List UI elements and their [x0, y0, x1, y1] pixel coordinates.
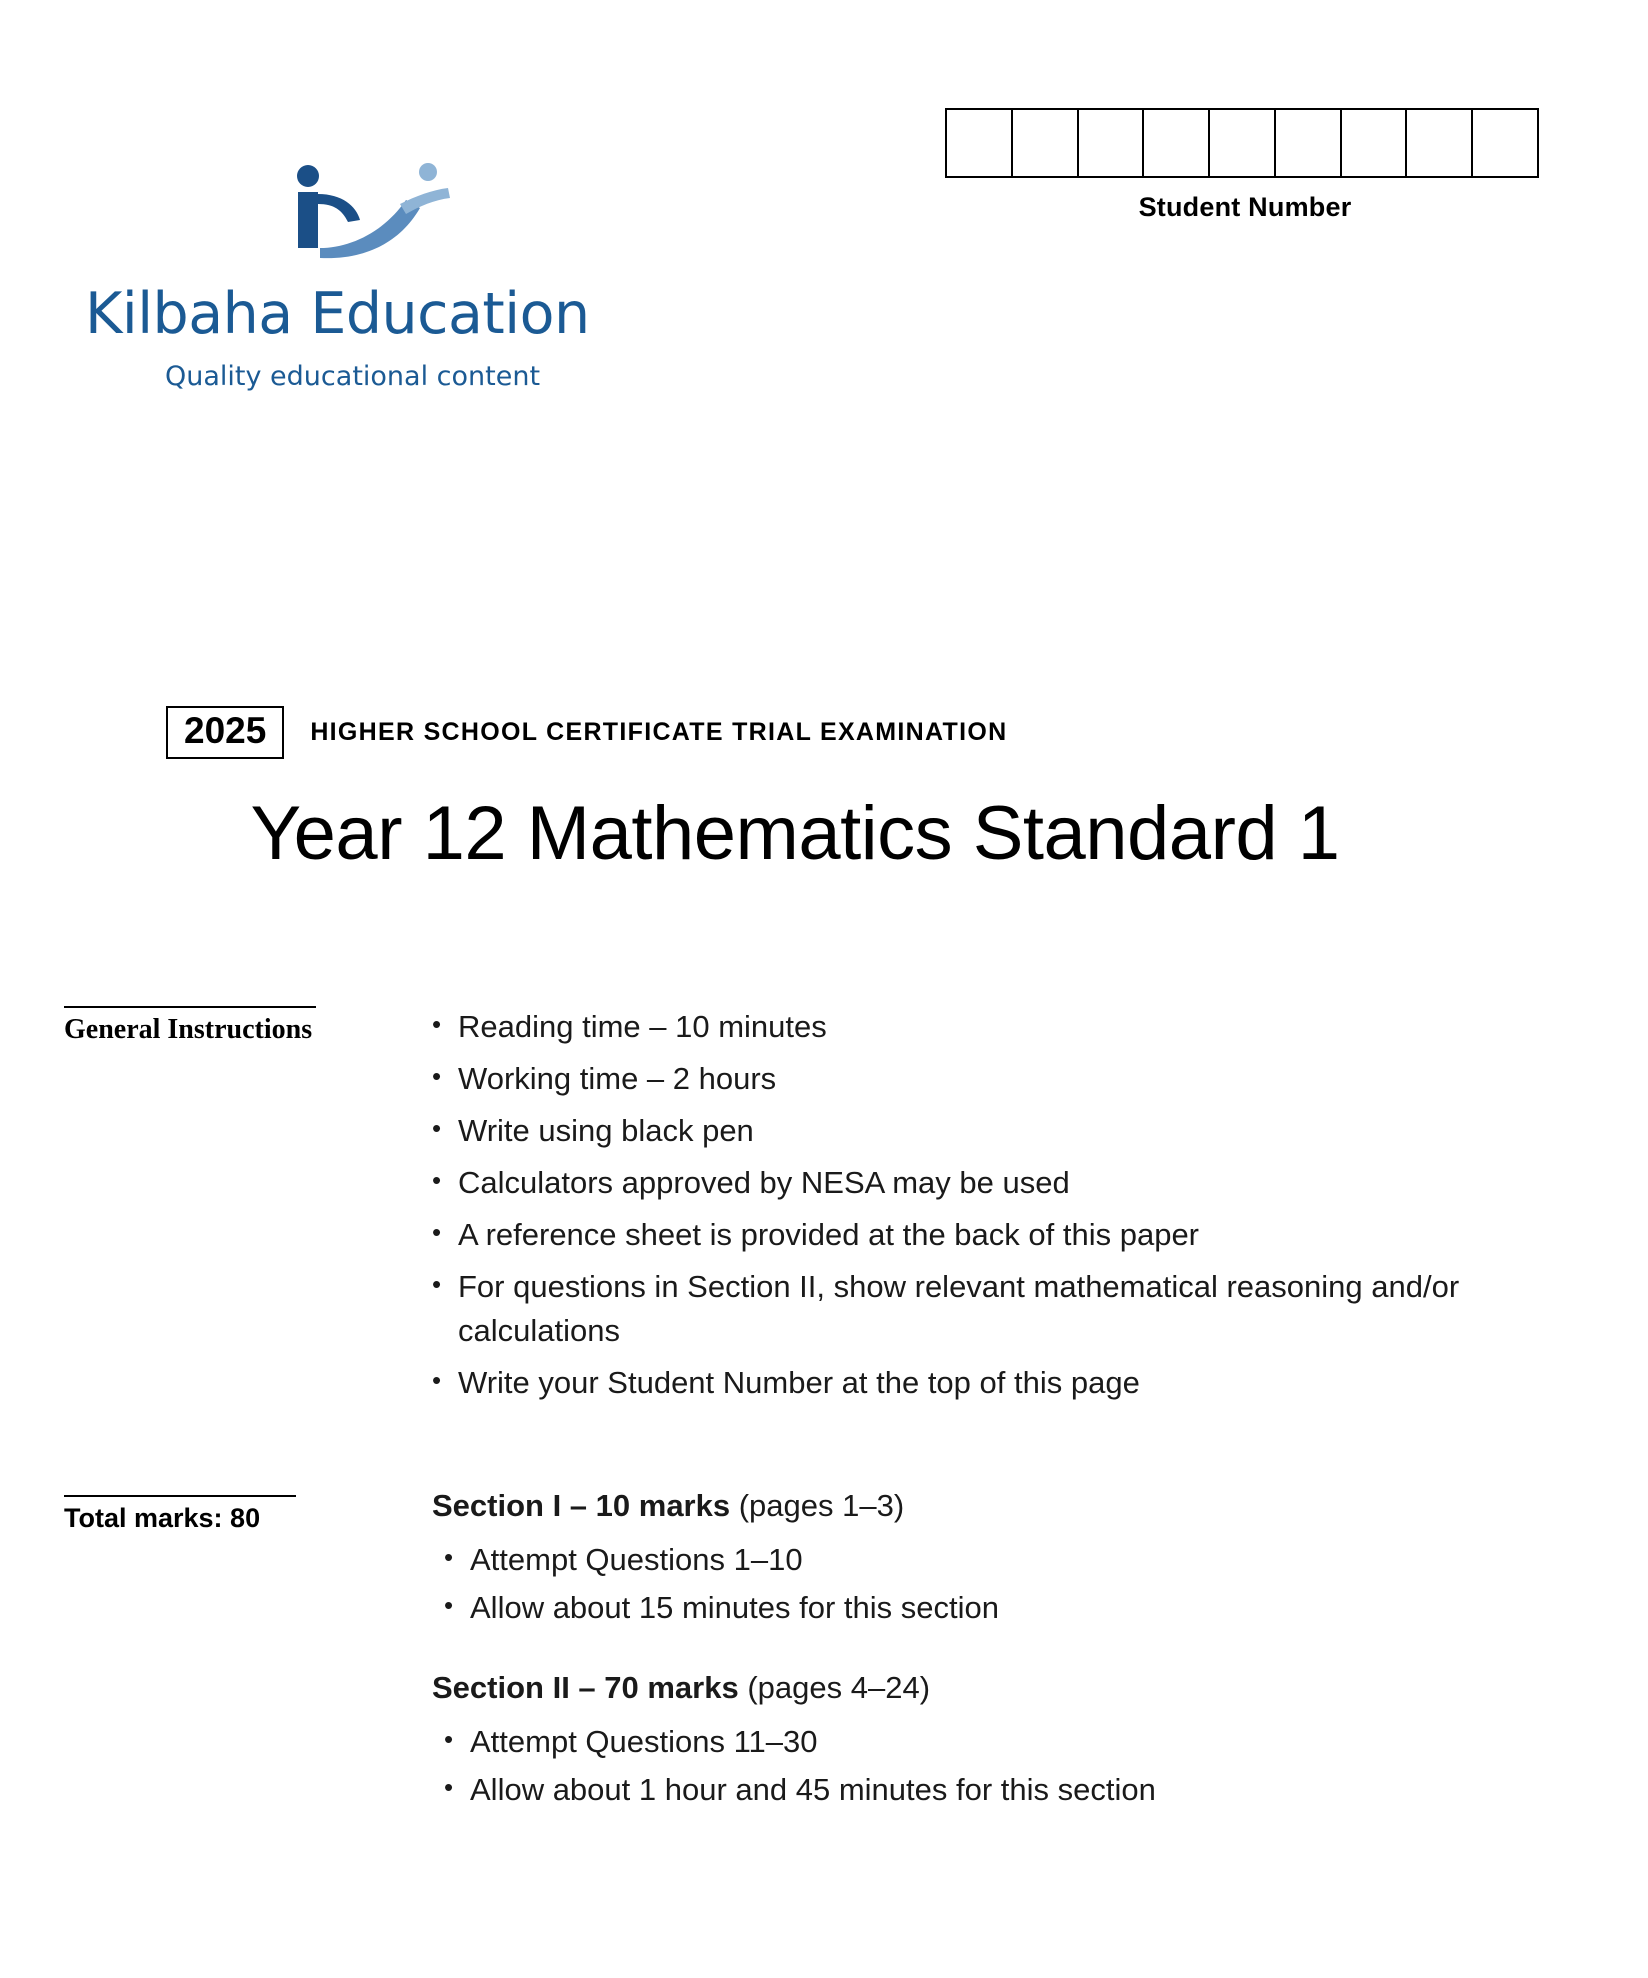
section-heading — [432, 1670, 1562, 1706]
list-item — [432, 1109, 1562, 1153]
list-item-label: Attempt Questions 1–10 — [470, 1542, 803, 1577]
student-number-cell[interactable] — [947, 110, 1013, 176]
list-item — [432, 1213, 1562, 1257]
bullet-icon: • — [432, 1165, 442, 1196]
bullet-icon: • — [444, 1590, 454, 1621]
section-one-list — [432, 1538, 1562, 1630]
list-item-label: A reference sheet is provided at the back of this paper — [458, 1217, 1200, 1253]
bullet-icon: • — [432, 1061, 442, 1092]
bullet-icon: • — [432, 1217, 442, 1248]
brand-wordmark: Kilbaha Education — [85, 281, 590, 347]
student-number-cell[interactable] — [1013, 110, 1079, 176]
section-heading-bold: Section II – 70 marks — [432, 1670, 739, 1706]
bullet-icon: • — [432, 1113, 442, 1144]
exam-year: 2025 — [166, 706, 284, 759]
list-item-label: Reading time – 10 minutes — [458, 1009, 827, 1044]
section-two-list — [432, 1720, 1562, 1812]
section-two — [432, 1670, 1562, 1812]
list-item — [444, 1720, 1562, 1764]
list-item — [432, 1057, 1562, 1101]
bullet-icon: • — [432, 1269, 442, 1300]
page-title: Year 12 Mathematics Standard 1 — [250, 791, 1340, 876]
list-item — [432, 1005, 1562, 1049]
brand-logo — [85, 160, 705, 392]
list-item-label: Write using black pen — [458, 1113, 754, 1149]
bullet-icon: • — [444, 1772, 454, 1803]
kilbaha-logo-icon — [280, 160, 480, 270]
list-item — [444, 1538, 1562, 1582]
list-item — [432, 1361, 1562, 1405]
student-number-block — [945, 108, 1545, 223]
list-item-label: Allow about 1 hour and 45 minutes for this section — [470, 1772, 1156, 1808]
bullet-icon: • — [444, 1542, 454, 1572]
sections-block — [432, 1488, 1562, 1852]
general-instructions-list — [432, 1005, 1562, 1413]
student-number-cell[interactable] — [1144, 110, 1210, 176]
list-item — [432, 1265, 1562, 1353]
student-number-boxes[interactable] — [945, 108, 1539, 178]
list-item-label: Working time – 2 hours — [458, 1061, 777, 1097]
section-one — [432, 1488, 1562, 1630]
exam-subtitle: HIGHER SCHOOL CERTIFICATE TRIAL EXAMINATION — [310, 717, 1008, 746]
total-marks-label: Total marks: 80 — [64, 1495, 296, 1534]
list-item-label: Calculators approved by NESA may be used — [458, 1165, 1070, 1201]
list-item-label: For questions in Section II, show relevant mathematical reasoning and/or calculations — [458, 1269, 1460, 1349]
student-number-cell[interactable] — [1342, 110, 1408, 176]
brand-tagline: Quality educational content — [165, 361, 541, 392]
list-item — [432, 1161, 1562, 1205]
student-number-cell[interactable] — [1276, 110, 1342, 176]
exam-header — [166, 706, 1007, 759]
list-item — [444, 1768, 1562, 1812]
student-number-label: Student Number — [1138, 192, 1352, 222]
list-item-label: Write your Student Number at the top of this page — [458, 1365, 1140, 1401]
bullet-icon: • — [444, 1724, 454, 1755]
student-number-cell[interactable] — [1407, 110, 1473, 176]
general-instructions-label: General Instructions — [64, 1006, 316, 1046]
list-item-label: Attempt Questions 11–30 — [470, 1724, 818, 1760]
student-number-cell[interactable] — [1210, 110, 1276, 176]
section-heading-pages: (pages 1–3) — [730, 1488, 905, 1523]
section-heading-bold: Section I – 10 marks — [432, 1488, 731, 1523]
list-item-label: Allow about 15 minutes for this section — [470, 1590, 999, 1626]
student-number-cell[interactable] — [1079, 110, 1145, 176]
section-heading — [432, 1488, 1562, 1524]
section-heading-pages: (pages 4–24) — [738, 1670, 931, 1706]
bullet-icon: • — [432, 1009, 442, 1039]
list-item — [444, 1586, 1562, 1630]
student-number-cell[interactable] — [1473, 110, 1537, 176]
bullet-icon: • — [432, 1365, 442, 1396]
